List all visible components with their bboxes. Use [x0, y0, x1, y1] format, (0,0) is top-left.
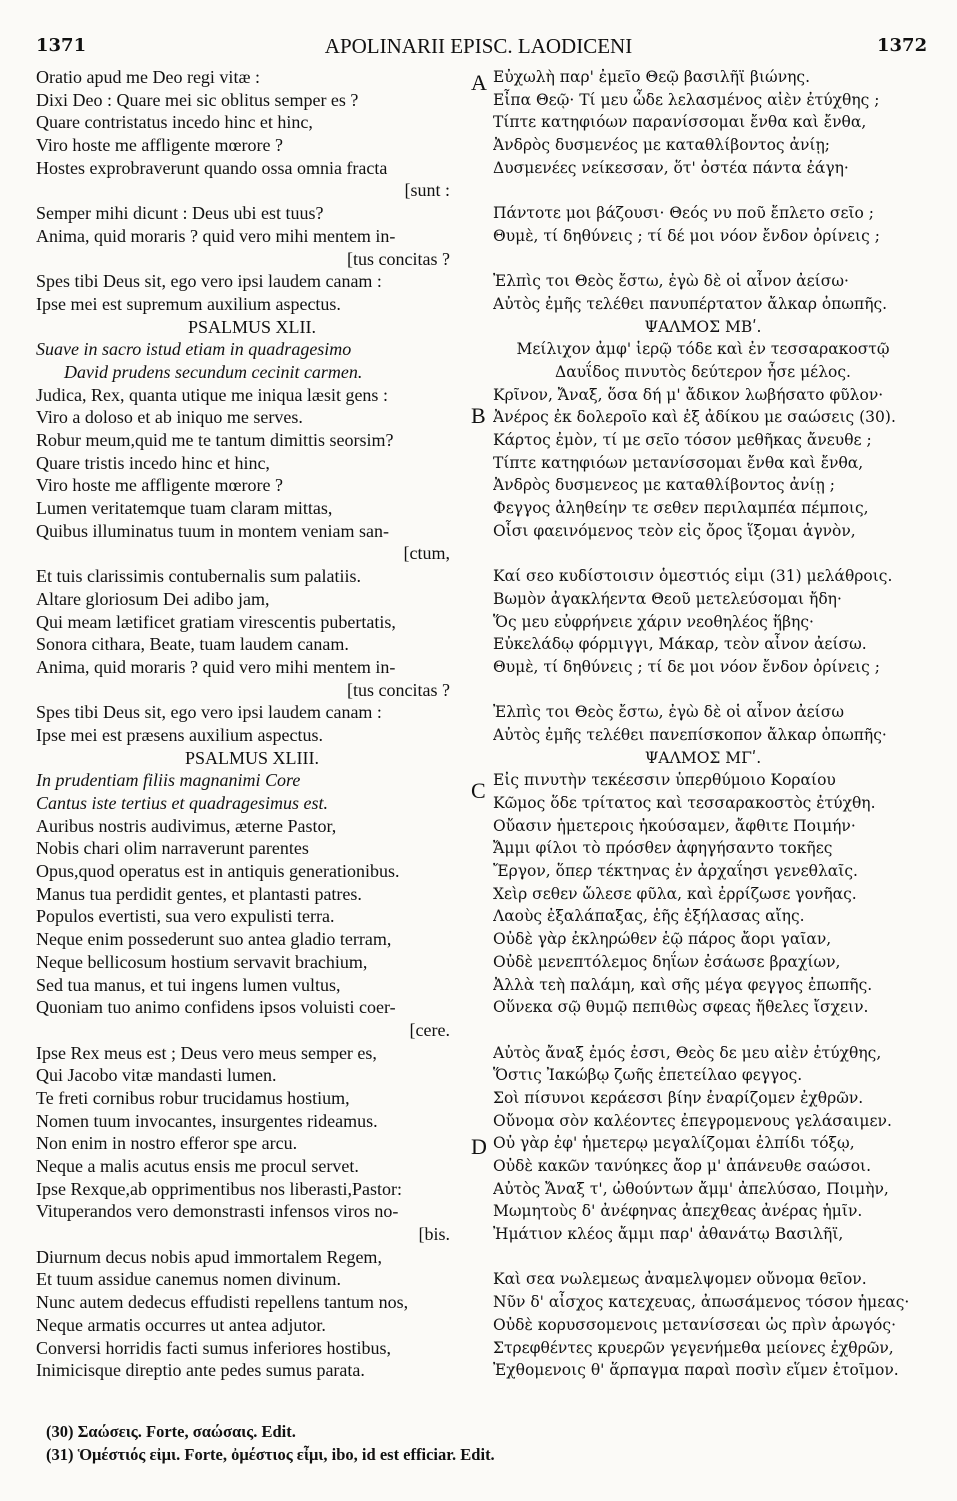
greek-line: Κῶμος ὅδε τρίτατος καὶ τεσσαρακοστὸς ἐτύχθη.	[493, 794, 876, 812]
greek-line: Οἷσι φαεινόμενος τεὸν εἰς ὄρος ἵξομαι ἁγνὸν,	[493, 521, 856, 540]
greek-psalm-title: ΨΑΛΜΟΣ ΜΓʹ.	[644, 748, 762, 767]
greek-line: Τίπτε κατηφιόων μετανίσσομαι ἔνθα καὶ ἔνθα,	[493, 453, 864, 472]
latin-line: Suave in sacro istud etiam in quadragesimo	[36, 339, 352, 360]
latin-line: Viro hoste me affligente mœrore ?	[36, 475, 283, 496]
latin-line: Neque bellicosum hostium servavit brachium,	[36, 951, 368, 972]
latin-column	[36, 66, 468, 1382]
greek-line: Δαυΐδος πινυτὸς δεύτερον ἦσε μέλος.	[555, 362, 851, 381]
latin-psalm-title: PSALMUS XLIII.	[184, 747, 319, 768]
greek-line: Τίπτε κατηφιόων παρανίσσομαι ἔνθα καὶ ἔνθα,	[493, 113, 867, 132]
greek-line: Στρεφθέντες κρυερῶν γεγενήμεθα μείονες ἐχθρῶν,	[493, 1338, 894, 1357]
greek-line	[493, 1246, 913, 1269]
latin-line: Hostes exprobraverunt quando ossa omnia fracta	[36, 157, 388, 178]
greek-line: Εἶπα Θεῷ· Τί μευ ὧδε λελασμένος αἰὲν ἐτύχθης ;	[493, 90, 880, 109]
greek-line: Ἐλπὶς τοι Θεὸς ἔστω, ἐγὼ δὲ οἱ αἶνον ἀείσω·	[493, 272, 849, 291]
column-marker-a: A	[471, 70, 487, 95]
latin-line: Semper mihi dicunt : Deus ubi est tuus?	[36, 203, 324, 224]
latin-line: Quibus illuminatus tuum in montem veniam san-	[36, 520, 389, 541]
latin-line: Manus tua perdidit gentes, et plantasti patres.	[36, 883, 362, 904]
greek-line: Οὐδὲ κακῶν τανύηκες ἄορ μ' ἀπάνευθε σαώσοι.	[493, 1157, 872, 1175]
greek-line: Ἠμάτιον κλέος ἄμμι παρ' ἀθανάτῳ Βασιλῆϊ,	[493, 1225, 844, 1244]
latin-line: [tus concitas ?	[347, 679, 450, 700]
greek-line: Θυμὲ, τί δηθύνεις ; τί δε μοι νόον ἔνδον ὀρίνεις ;	[493, 657, 880, 676]
greek-line: Ἀνδρὸς δυσμενεος με καταθλίβοντος ἀνίῃ ;	[493, 476, 835, 495]
latin-line: Anima, quid moraris ? quid vero mihi mentem in-	[36, 656, 396, 677]
greek-column	[493, 66, 913, 1382]
greek-line: Χεὶρ σεθεν ὤλεσε φῦλα, καὶ ἐρρίζωσε γονῆας.	[493, 884, 857, 903]
latin-line: Auribus nostris audivimus, æterne Pastor,	[36, 815, 337, 836]
latin-line: Populos evertisti, sua vero expulisti terra.	[36, 906, 335, 927]
greek-line	[493, 542, 913, 565]
greek-line: Μωμητοὺς δ' ἀνέφηνας ἀπεχθεας ἀνέρας ἡμῖν.	[493, 1202, 863, 1221]
greek-line: Αὐτὸς ἐμῆς τελέθει πανυπέρτατον ἄλκαρ ὀπωπῆς.	[493, 294, 888, 313]
latin-line: Oratio apud me Deo regi vitæ :	[36, 67, 260, 87]
latin-line: Et tuis clarissimis contubernalis sum palatiis.	[36, 566, 361, 587]
latin-line: Neque a malis acutus ensis me procul servet.	[36, 1156, 359, 1176]
greek-line: Ἀνέρος ἐκ δολεροῖο καὶ ἐξ ἀδίκου με σαώσεις (30).	[493, 408, 896, 427]
latin-line: Altare gloriosum Dei adibo jam,	[36, 588, 270, 609]
page-number-right: 1372	[877, 35, 928, 56]
greek-line: Λαοὺς ἐξαλάπαξας, ἑῆς ἐξήλασας αἴης.	[493, 907, 805, 926]
greek-line	[493, 248, 913, 271]
greek-line: Νῦν δ' αἶσχος κατεχευας, ἀπωσάμενος τόσον ἡμεας·	[493, 1293, 910, 1312]
greek-line: Οὔασιν ἡμετεροις ἠκούσαμεν, ἄφθιτε Ποιμήν·	[493, 816, 856, 835]
latin-line: Quare tristis incedo hinc et hinc,	[36, 452, 270, 473]
latin-psalm-title: PSALMUS XLII.	[187, 316, 316, 337]
greek-line: Οὐδὲ μενεπτόλεμος δηΐων ἐσάωσε βραχίων,	[493, 952, 841, 971]
latin-line: Ipse Rex meus est ; Deus vero meus semper es,	[36, 1042, 377, 1063]
latin-line: Viro a doloso et ab iniquo me serves.	[36, 407, 303, 428]
latin-line: In prudentiam filiis magnanimi Core	[36, 770, 301, 791]
greek-line: Ὅς μευ εὐφρήνειε χάριν νεοθηλέος ἥβης·	[493, 612, 814, 631]
greek-psalm-title: ΨΑΛΜΟΣ ΜΒʹ.	[644, 317, 762, 336]
latin-line: Sed tua manus, et tui ingens lumen vultus,	[36, 974, 341, 995]
greek-line: Εἰς πινυτὴν τεκέεσσιν ὑπερθύμοιο Κοραίου	[493, 771, 836, 790]
greek-line: Κρῖνον, Ἄναξ, ὅσα δή μ' ἄδικον λωβήσατο φῦλον·	[493, 385, 884, 404]
latin-line: [ctum,	[403, 543, 450, 564]
latin-line: Ipse mei est supremum auxilium aspectus.	[36, 293, 341, 314]
greek-line: Ὅστις Ἰακώβῳ ζωῆς ἐπετείλαο φεγγος.	[493, 1066, 803, 1085]
latin-line: Ipse mei est præsens auxilium aspectus.	[36, 724, 323, 745]
latin-line: Opus,quod operatus est in antiquis generationibus.	[36, 861, 400, 882]
latin-line: Te freti cornibus robur trucidamus hostium,	[36, 1087, 350, 1108]
latin-line: Quoniam tuo animo confidens ipsos voluisti coer-	[36, 997, 396, 1018]
latin-line: Dixi Deo : Quare mei sic oblitus semper es ?	[36, 89, 359, 110]
column-marker-c: C	[471, 778, 486, 803]
latin-line: Spes tibi Deus sit, ego vero ipsi laudem canam :	[36, 702, 382, 723]
latin-line: Qui Jacobo vitæ mandasti lumen.	[36, 1065, 277, 1086]
latin-line: [sunt :	[404, 180, 450, 201]
greek-line: Πάντοτε μοι βάζουσι· Θεός νυ ποῦ ἔπλετο σεῖο ;	[493, 204, 875, 223]
greek-line: Ἐλπὶς τοι Θεὸς ἔστω, ἐγὼ δὲ οἱ αἶνον ἀείσω	[493, 703, 844, 722]
greek-line: Ἀλλὰ τεὴ παλάμη, καὶ σῆς μέγα φεγγος ἐπωπῆς.	[493, 975, 873, 994]
greek-line: Σοὶ πίσυνοι κεράεσσι βίην ἐναρίζομεν ἐχθρῶν.	[493, 1088, 864, 1107]
latin-line: Spes tibi Deus sit, ego vero ipsi laudem canam :	[36, 271, 382, 292]
latin-line: Conversi horridis facti sumus inferiores hostibus,	[36, 1337, 391, 1358]
footnotes	[46, 1421, 926, 1466]
greek-line: Φεγγος ἀληθείην τε σεθεν περιλαμπέα πέμποις,	[493, 499, 869, 518]
latin-line: Et tuum assidue canemus nomen divinum.	[36, 1269, 341, 1290]
latin-line: [bis.	[418, 1224, 450, 1245]
latin-line: Sonora cithara, Beate, tuam laudem canam.	[36, 634, 349, 655]
latin-line: Diurnum decus nobis apud immortalem Regem,	[36, 1246, 382, 1267]
running-title: APOLINARII EPISC. LAODICENI	[324, 34, 633, 58]
latin-line: Lumen veritatemque tuam claram mittas,	[36, 498, 333, 519]
greek-line: Αὐτὸς ἐμῆς τελέθει πανεπίσκοπον ἄλκαρ ὀπωπῆς·	[493, 725, 887, 744]
latin-line: Judica, Rex, quanta utique me iniqua læsit gens :	[36, 384, 388, 405]
greek-line: Μείλιχον ἀμφ' ἱερῷ τόδε καὶ ἐν τεσσαρακοστῷ	[516, 340, 890, 359]
latin-line: [tus concitas ?	[347, 248, 450, 269]
latin-line: Cantus iste tertius et quadragesimus est.	[36, 793, 328, 813]
greek-line: Εὐκελάδῳ φόρμιγγι, Μάκαρ, τεὸν αἶνον ἀείσω.	[493, 635, 867, 654]
latin-line: Vituperandos vero demonstrasti infensos viros no-	[36, 1201, 399, 1222]
greek-line: Οὐ γὰρ ἐφ' ἡμετερῳ μεγαλίζομαι ἐλπίδι τόξῳ,	[493, 1134, 855, 1153]
latin-line: [cere.	[409, 1019, 450, 1040]
footnote-30: (30) Σαώσεις. Forte, σαώσαις. Edit.	[46, 1422, 296, 1441]
latin-line: Nobis chari olim narraverunt parentes	[36, 838, 309, 859]
greek-line: Οὐδὲ γὰρ ἐκληρώθεν ἑῷ πάρος ἄορι γαῖαν,	[493, 930, 832, 949]
greek-line: Ἀνδρὸς δυσμενέος με καταθλίβοντος ἀνίῃ;	[493, 136, 830, 155]
greek-line	[493, 679, 913, 702]
greek-line: Κάρτος ἐμὸν, τί με σεῖο τόσον μεθῆκας ἄνευθε ;	[493, 431, 872, 449]
latin-line: Ipse Rexque,ab opprimentibus nos liberasti,Pastor:	[36, 1178, 402, 1199]
latin-line: Neque enim possederunt suo antea gladio terram,	[36, 929, 392, 950]
footnote-31: (31) Ὁμέστιός εἰμι. Forte, ὀμέστιος εἶμι, ibo, id est efficiar. Edit.	[46, 1444, 495, 1464]
latin-line: Neque armatis occurres ut antea adjutor.	[36, 1314, 326, 1335]
greek-line: Αὐτὸς ἄναξ ἐμός ἐσσι, Θεὸς δε μευ αἰὲν ἐτύχθης,	[493, 1043, 882, 1062]
latin-line: Anima, quid moraris ? quid vero mihi mentem in-	[36, 225, 396, 246]
latin-line: Non enim in nostro efferor spe arcu.	[36, 1133, 298, 1154]
greek-line: Οὔνομα σὸν καλέοντες ἐπεγρομενους γελάσαιμεν.	[493, 1111, 892, 1130]
greek-line: Δυσμενέες νείκεσσαν, ὅτ' ὀστέα πάντα ἐάγη·	[493, 158, 849, 177]
latin-line: Inimicisque direptio ante pedes sumus parata.	[36, 1360, 365, 1381]
column-marker-b: B	[471, 403, 486, 428]
latin-line: Nomen tuum invocantes, insurgentes rideamus.	[36, 1110, 378, 1131]
greek-line: Ἄμμι φίλοι τὸ πρόσθεν ἀφηγήσαντο τοκῆες	[493, 839, 833, 858]
greek-line: Βωμὸν ἀγακλήεντα Θεοῦ μετελεύσομαι ἤδη·	[493, 589, 842, 608]
greek-line	[493, 179, 913, 202]
greek-line: Ἐχθομενοις θ' ἅρπαγμα παραὶ ποσὶν εἵμεν ἑτοῖμον.	[493, 1361, 899, 1380]
greek-line: Θυμὲ, τί δηθύνεις ; τί δέ μοι νόον ἔνδον ὀρίνεις ;	[493, 226, 880, 245]
greek-line: Καὶ σεα νωλεμεως ἀναμελψομεν οὔνομα θεῖον.	[493, 1270, 867, 1289]
greek-line: Εὐχωλὴ παρ' ἐμεῖο Θεῷ βασιλῆϊ βιώνης.	[493, 68, 811, 86]
latin-line: Quare contristatus incedo hinc et hinc,	[36, 112, 313, 133]
latin-line: Qui meam lætificet gratiam virescentis pubertatis,	[36, 611, 396, 632]
greek-line: Αὐτὸς Ἄναξ τ', ὠθούντων ἄμμ' ἀπελύσαο, Ποιμὴν,	[493, 1179, 889, 1198]
greek-line: Οὐδὲ κορυσσομενοις μετανίσσεαι ὡς πρὶν ἀρωγός·	[493, 1315, 896, 1334]
latin-line: Nunc autem dedecus effudisti repellens tantum nos,	[36, 1292, 409, 1313]
greek-line: Ἔργον, ὅπερ τέκτηνας ἐν ἀρχαΐησι γενεθλαῖς.	[493, 862, 858, 881]
latin-line: Robur meum,quid me te tantum dimittis seorsim?	[36, 430, 394, 450]
page-number-left: 1371	[36, 35, 87, 56]
greek-line: Οὕνεκα σῷ θυμῷ πεπιθὼς σφεας ἤθελες ἴσχειν.	[493, 998, 869, 1017]
column-marker-d: D	[471, 1134, 487, 1159]
page-header	[0, 28, 957, 64]
greek-line: Καί σεο κυδίστοισιν ὁμεστιός εἰμι (31) μελάθροις.	[493, 567, 893, 586]
greek-line	[493, 1019, 913, 1042]
latin-line: Viro hoste me affligente mœrore ?	[36, 135, 283, 156]
latin-line: David prudens secundum cecinit carmen.	[64, 361, 363, 382]
